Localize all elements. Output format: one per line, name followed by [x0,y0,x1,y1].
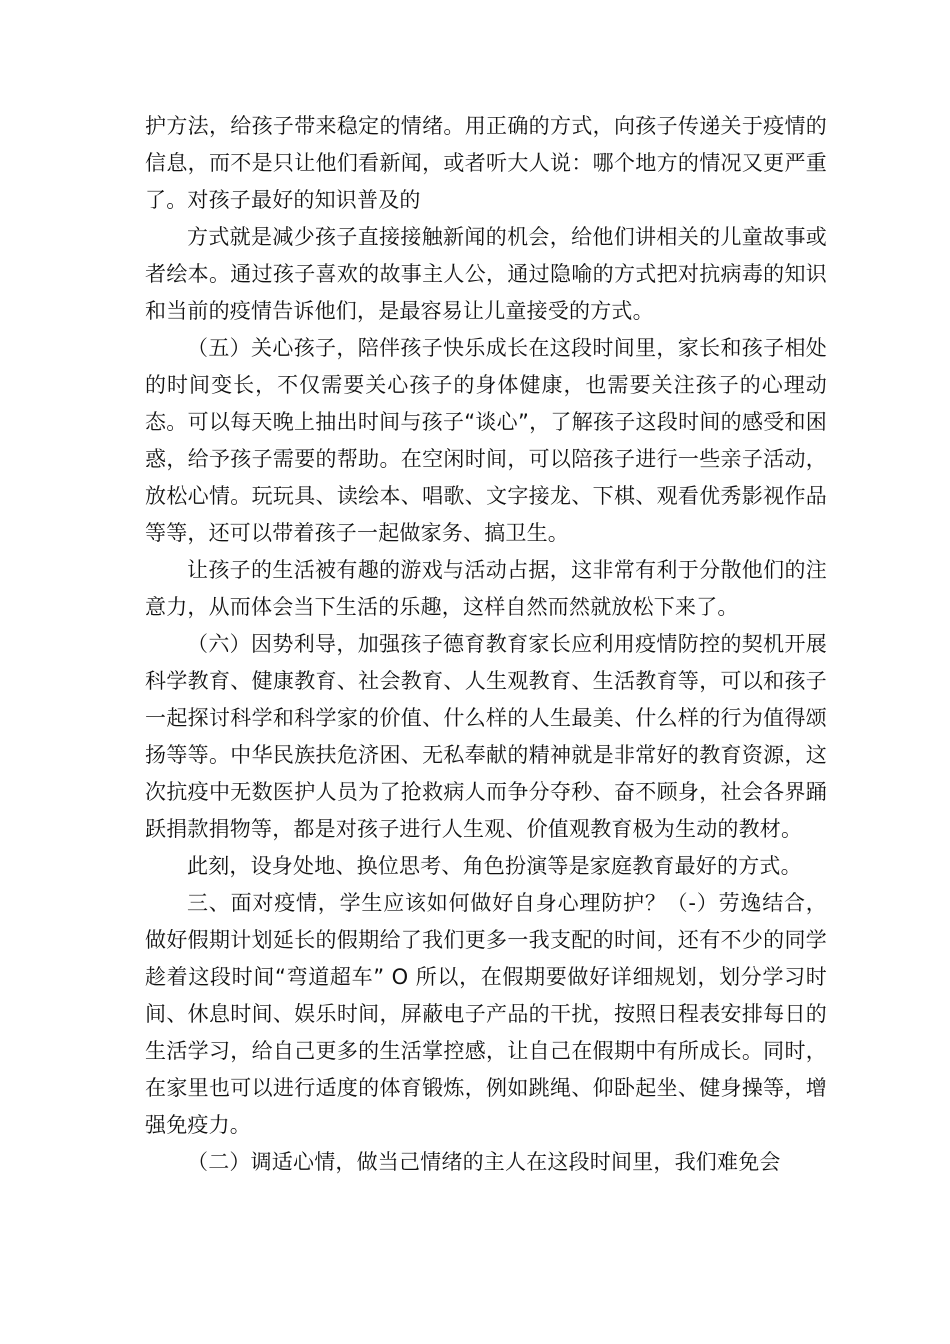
paragraph-5: （六）因势利导，加强孩子德育教育家长应利用疫情防控的契机开展科学教育、健康教育、社会教育、人生观教育、生活教育等，可以和孩子一起探讨科学和科学家的价值、什么样的人生最美、什么样的行为值得颂扬等等。中华民族扶危济困、无私奉献的精神就是非常好的教育资源，这次抗疫中无数医护人员为了抢救病人而争分夺秒、奋不顾身，社会各界踊跃捐款捐物等，都是对孩子进行人生观、价值观教育极为生动的教材。 [145,632,827,841]
paragraph-7: 三、面对疫情，学生应该如何做好自身心理防护？（-）劳逸结合，做好假期计划延长的假期给了我们更多一我支配的时间，还有不少的同学趁着这段时间“弯道超车” O 所以，在假期要做好详细规划，划分学习时间、休息时间、娱乐时间，屏蔽电子产品的干扰，按照日程表安排每日的生活学习，给自己更多的生活掌控感，让自己在假期中有所成长。同时，在家里也可以进行适度的体育锻炼，例如跳绳、仰卧起坐、健身操等，增强免疫力。 [145,891,827,1137]
paragraph-8: （二）调适心情，做当己情绪的主人在这段时间里，我们难免会 [187,1150,781,1174]
paragraph-2: 方式就是减少孩子直接接触新闻的机会，给他们讲相关的儿童故事或者绘本。通过孩子喜欢的故事主人公，通过隐喻的方式把对抗病毒的知识和当前的疫情告诉他们，是最容易让儿童接受的方式。 [145,225,827,323]
paragraph-1: 护方法，给孩子带来稳定的情绪。用正确的方式，向孩子传递关于疫情的信息，而不是只让他们看新闻，或者听大人说：哪个地方的情况又更严重了。对孩子最好的知识普及的 [145,114,827,212]
paragraph-3: （五）关心孩子，陪伴孩子快乐成长在这段时间里，家长和孩子相处的时间变长，不仅需要关心孩子的身体健康，也需要关注孩子的心理动态。可以每天晚上抽出时间与孩子“谈心”，了解孩子这段时间的感受和困惑，给予孩子需要的帮助。在空闲时间，可以陪孩子进行一些亲子活动，放松心情。玩玩具、读绘本、唱歌、文字接龙、下棋、观看优秀影视作品等等，还可以带着孩子一起做家务、搞卫生。 [145,336,827,545]
paragraph-6: 此刻，设身处地、换位思考、角色扮演等是家庭教育最好的方式。 [187,854,802,878]
document-body [145,108,827,1181]
paragraph-4: 让孩子的生活被有趣的游戏与活动占据，这非常有利于分散他们的注意力，从而体会当下生活的乐趣，这样自然而然就放松下来了。 [145,558,827,619]
